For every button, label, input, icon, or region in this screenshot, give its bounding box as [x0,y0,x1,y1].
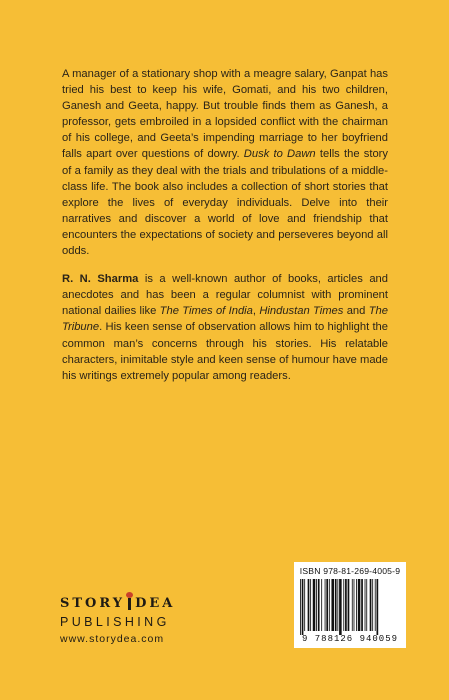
synopsis-paragraph [62,66,388,259]
barcode-bar [358,579,361,631]
barcode-bar [325,579,326,631]
bio-text-3: and [343,305,369,318]
blurb [62,66,388,396]
barcode-bar [339,579,342,635]
barcode-bar [352,579,353,631]
barcode-bar [304,579,305,631]
publisher-logo [60,596,192,645]
synopsis-text-start: A manager of a stationary shop with a meagre salary, Ganpat has tried his best to keep his wife, Gomati, and his two children, Ganesh and Geeta, happy. But trouble finds them as Ganesh, a professor, gets embroiled in a lopsided conflict with the chairman of his college, and Geeta’s impending marriage to her boyfriend falls apart over questions of dowry. [62,68,388,161]
publisher-subline: PUBLISHING [60,615,170,629]
barcode-bar [361,579,363,631]
author-name: R. N. Sharma [62,273,139,286]
barcode-bar [354,579,355,631]
publisher-name-part2: DEA [135,596,176,611]
barcode-bar [329,579,330,631]
bio-text-1: is a well-known author of books, articles and anecdotes and has been a regular columnist with prominent national dailies like [62,273,388,318]
barcode-bar [302,579,304,635]
barcode-bar [366,579,367,631]
barcode-digits: 9 788126 940059 [301,634,398,644]
logo-dot-icon [128,598,131,610]
barcode-bar [335,579,337,631]
barcode-bar [300,579,301,635]
book-title: Dusk to Dawn [243,148,316,161]
publisher-name [60,596,192,611]
barcode-bar [308,579,310,631]
bio-text-4: . His keen sense of observation allows him to highlight the common man’s concerns through his stories. His relatable characters, inimitable style and keen sense of humour have made his writings extremely popular among readers. [62,321,388,382]
barcode-bar [310,579,311,631]
barcode-bar [348,579,350,631]
barcode-bar [318,579,320,631]
publisher-name-part1: STORY [60,596,126,611]
barcode-bar [326,579,328,631]
barcode-bar [316,579,317,631]
barcode-bar [313,579,316,631]
barcode-bar [377,579,379,635]
barcode-bar [370,579,372,631]
barcode-bar [331,579,334,631]
barcode-bar [321,579,322,631]
newspaper-3: The Tribune [62,305,388,334]
newspaper-2: Hindustan Times [259,305,344,318]
author-bio-paragraph [62,271,388,384]
bio-text-2: , [252,305,260,318]
barcode-bar [365,579,366,631]
barcode-icon [300,579,402,635]
barcode-bar [337,579,338,631]
barcode-panel [294,562,406,648]
isbn-label: ISBN 978-81-269-4005-9 [299,566,401,576]
barcode-bar [345,579,347,631]
barcode-bar [356,579,357,631]
publisher-website: www.storydea.com [60,633,165,645]
barcode-bar [343,579,344,631]
synopsis-text-end: tells the story of a family as they deal with the trials and tribulations of a middle-class life. The book also includes a collection of short stories that explore the lives of everyday individuals. Delve into their narratives and discover a world of love and friendship that encounters the expectations of society and perseveres beyond all odds. [62,148,388,258]
barcode-bar [375,579,376,631]
newspaper-1: The Times of India [159,305,253,318]
barcode-bar [372,579,373,631]
